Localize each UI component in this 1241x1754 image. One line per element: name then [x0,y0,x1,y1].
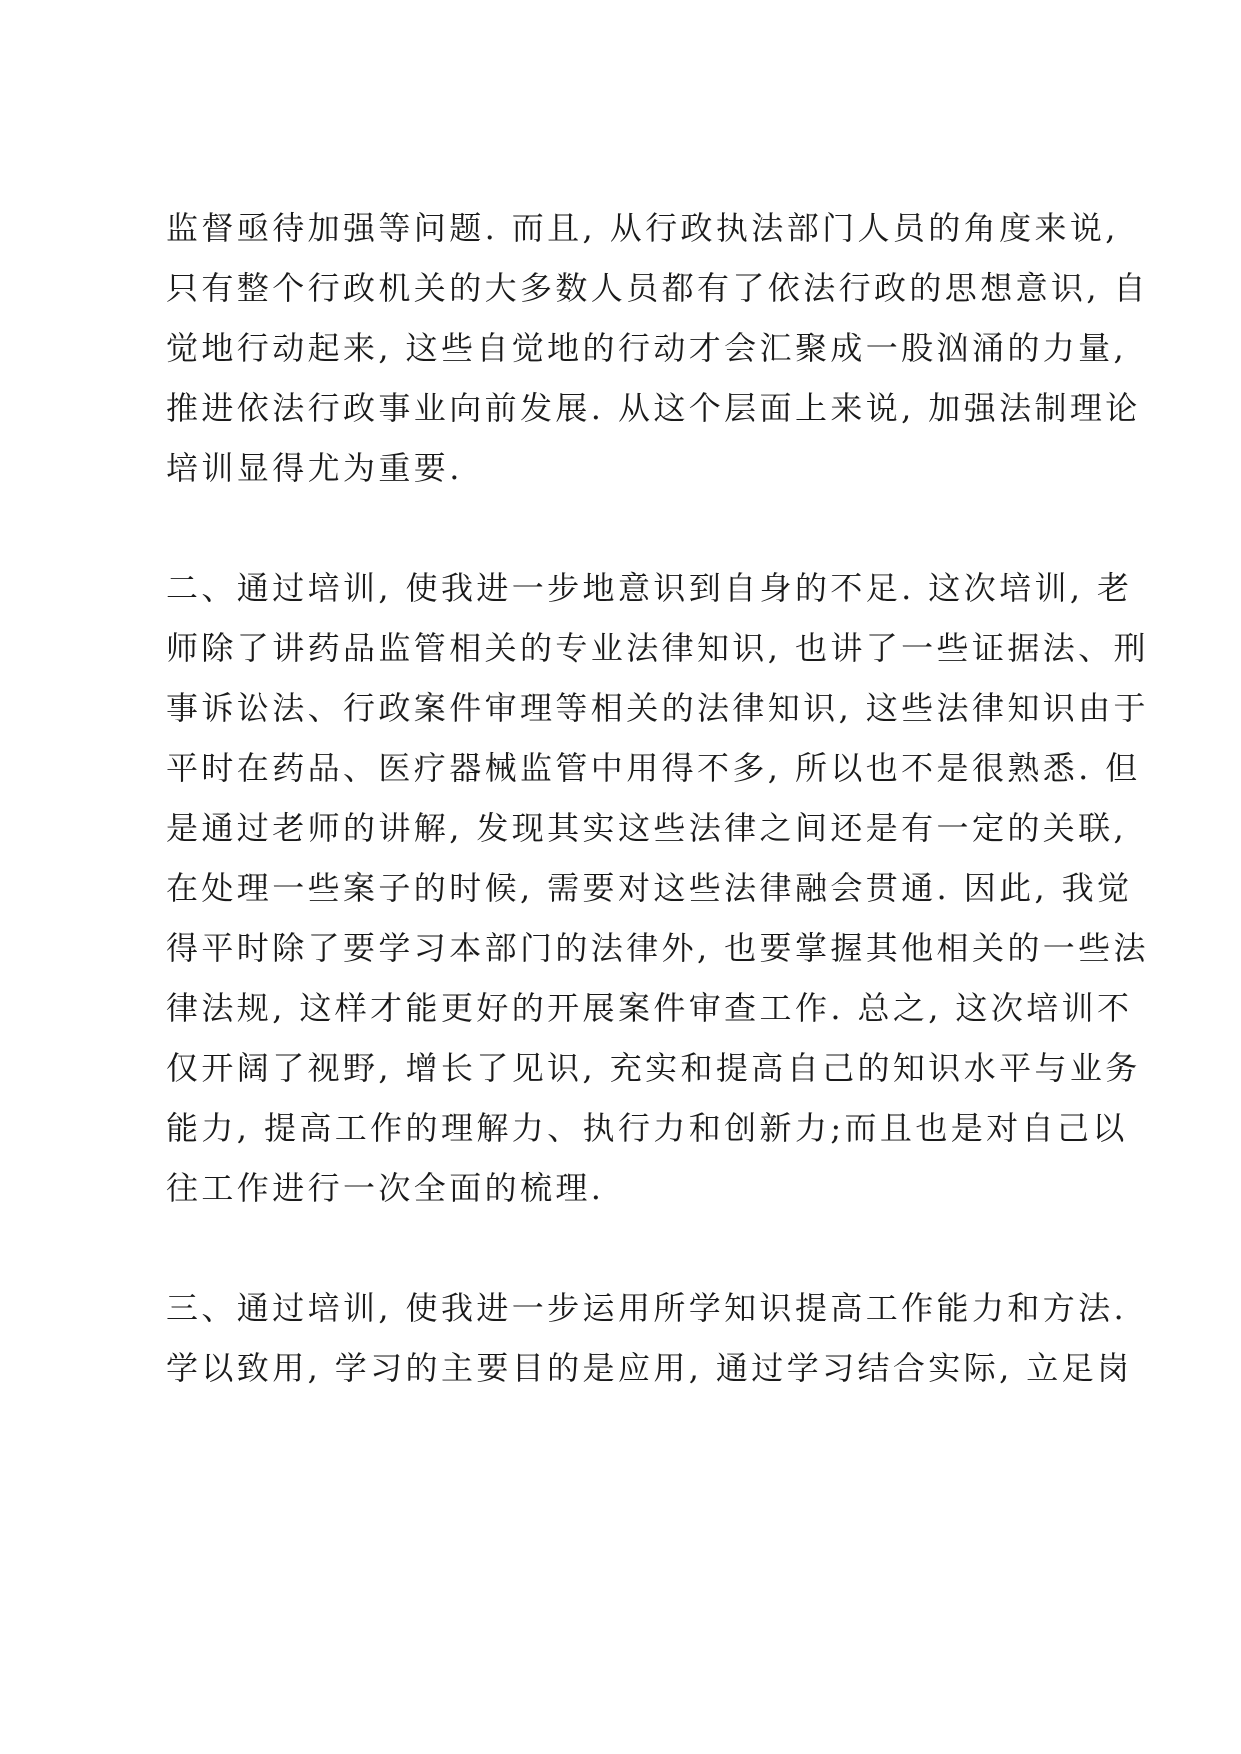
text-line: 二、通过培训, 使我进一步地意识到自身的不足. 这次培训, 老 [166,569,1133,607]
text-line: 事诉讼法、行政案件审理等相关的法律知识, 这些法律知识由于 [166,689,1149,727]
text-line: 是通过老师的讲解, 发现其实这些法律之间还是有一定的关联, [166,809,1128,847]
text-line: 培训显得尤为重要. [166,449,463,487]
text-line: 得平时除了要学习本部门的法律外, 也要掌握其他相关的一些法 [166,929,1149,967]
text-line: 律法规, 这样才能更好的开展案件审查工作. 总之, 这次培训不 [166,989,1133,1027]
text-line: 觉地行动起来, 这些自觉地的行动才会汇聚成一股汹涌的力量, [166,329,1128,367]
text-line: 三、通过培训, 使我进一步运用所学知识提高工作能力和方法. [166,1289,1128,1327]
text-line: 学以致用, 学习的主要目的是应用, 通过学习结合实际, 立足岗 [166,1349,1133,1387]
text-line: 只有整个行政机关的大多数人员都有了依法行政的思想意识, 自 [166,269,1149,307]
text-line: 推进依法行政事业向前发展. 从这个层面上来说, 加强法制理论 [166,389,1141,427]
text-line: 能力, 提高工作的理解力、执行力和创新力;而且也是对自己以 [166,1109,1128,1147]
text-line: 师除了讲药品监管相关的专业法律知识, 也讲了一些证据法、刑 [166,629,1149,667]
text-line: 仅开阔了视野, 增长了见识, 充实和提高自己的知识水平与业务 [166,1049,1141,1087]
text-line: 平时在药品、医疗器械监管中用得不多, 所以也不是很熟悉. 但 [166,749,1141,787]
text-line: 在处理一些案子的时候, 需要对这些法律融会贯通. 因此, 我觉 [166,869,1133,907]
text-line: 监督亟待加强等问题. 而且, 从行政执法部门人员的角度来说, [166,209,1119,247]
text-line: 往工作进行一次全面的梳理. [166,1169,605,1207]
